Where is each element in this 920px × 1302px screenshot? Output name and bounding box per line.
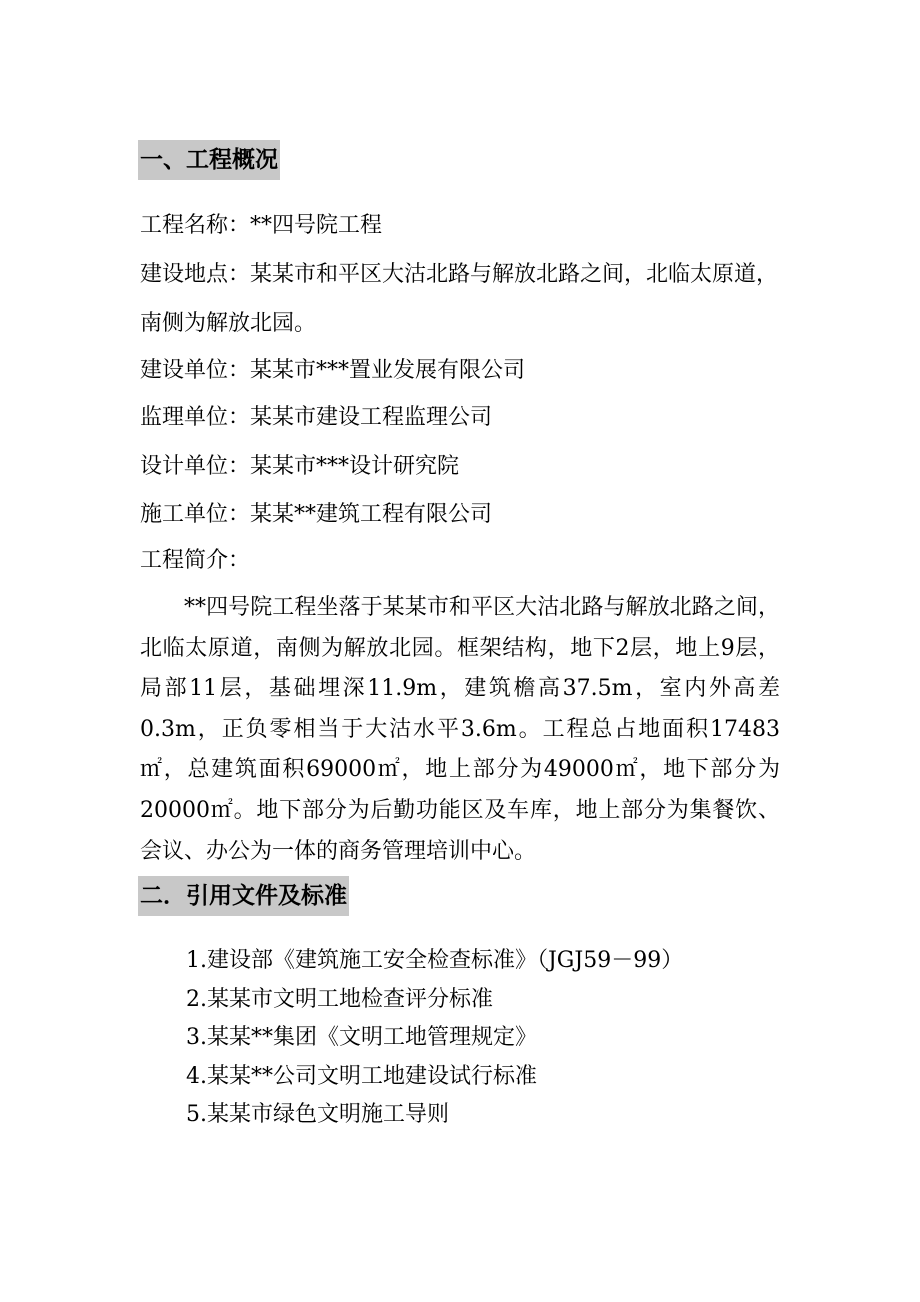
location-line-1: 建设地点：某某市和平区大沽北路与解放北路之间，北临太原道， (140, 262, 779, 287)
reference-item: 4.某某**公司文明工地建设试行标准 (186, 1064, 537, 1089)
reference-item: 5.某某市绿色文明施工导则 (186, 1102, 449, 1127)
project-name-line: 工程名称：**四号院工程 (140, 213, 383, 238)
builder-line: 建设单位：某某市***置业发展有限公司 (140, 358, 526, 383)
constructor-line: 施工单位：某某**建筑工程有限公司 (140, 502, 493, 527)
intro-paragraph: **四号院工程坐落于某某市和平区大沽北路与解放北路之间，北临太原道，南侧为解放北园。框架结构，地下2层，地上9层，局部11层，基础埋深11.9m，建筑檐高37.5m，室内外高差0.3m，正负零相当于大沽水平3.6m。工程总占地面积17483㎡，总建筑面积69000㎡，地上部分为49000㎡，地下部分为20000㎡。地下部分为后勤功能区及车库，地上部分为集餐饮、会议、办公为一体的商务管理培训中心。 (140, 595, 780, 864)
section-heading-overview: 一、工程概况 (138, 140, 280, 180)
supervisor-line: 监理单位：某某市建设工程监理公司 (140, 405, 493, 430)
reference-item: 1.建设部《建筑施工安全检查标准》（JGJ59－99） (186, 948, 684, 973)
section-heading-references: 二．引用文件及标准 (138, 876, 349, 916)
reference-item: 2.某某市文明工地检查评分标准 (186, 987, 493, 1012)
designer-line: 设计单位：某某市***设计研究院 (140, 454, 460, 479)
intro-label: 工程简介： (140, 548, 251, 573)
location-line-2: 南侧为解放北园。 (140, 311, 317, 336)
reference-item: 3.某某**集团《文明工地管理规定》 (186, 1025, 537, 1050)
